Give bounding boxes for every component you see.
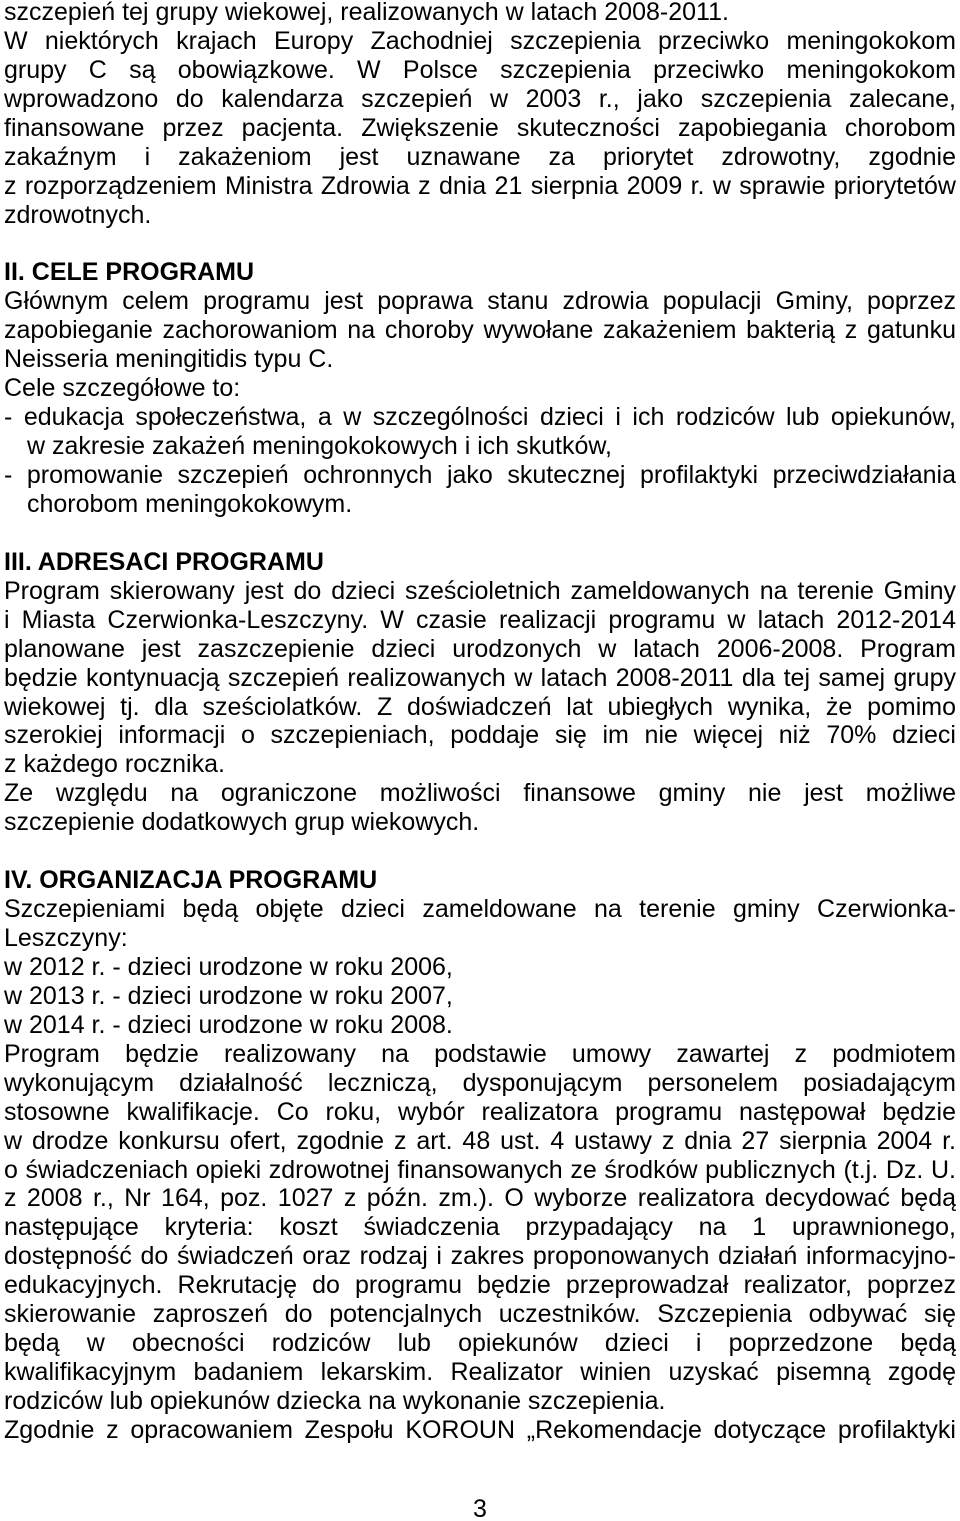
text-line: zakaźnym i zakażeniom jest uznawane za priorytet zdrowotny, zgodnie: [4, 142, 956, 171]
spacer: [4, 519, 956, 548]
text-line: wiekowej tj. dla sześciolatków. Z doświadczeń lat ubiegłych wynika, że pomimo: [4, 692, 956, 721]
text-line: szczepienie dodatkowych grup wiekowych.: [4, 808, 480, 837]
text-line: szczepień tej grupy wiekowej, realizowanych w latach 2008-2011.: [4, 0, 729, 26]
text-line: Ze względu na ograniczone możliwości finansowe gminy nie jest możliwe: [4, 779, 956, 808]
text-line: Szczepieniami będą objęte dzieci zameldowane na terenie gminy Czerwionka-: [4, 895, 956, 924]
schedule-item: w 2012 r. - dzieci urodzone w roku 2006,: [4, 952, 453, 981]
text-line: stosowne kwalifikacje. Co roku, wybór realizatora programu następował będzie: [4, 1097, 956, 1126]
text-line: następujące kryteria: koszt świadczenia przypadający na 1 uprawnionego,: [4, 1213, 956, 1242]
text-line: grupy C są obowiązkowe. W Polsce szczepienia przeciwko meningokokom: [4, 55, 956, 84]
section-recipients: [4, 548, 956, 837]
text-line: z rozporządzeniem Ministra Zdrowia z dnia 21 sierpnia 2009 r. w sprawie priorytetów: [4, 171, 956, 200]
schedule-item: w 2013 r. - dzieci urodzone w roku 2007,: [4, 981, 453, 1010]
text-line: zdrowotnych.: [4, 200, 152, 229]
section-heading-organization: IV. ORGANIZACJA PROGRAMU: [4, 866, 378, 895]
text-line: i Miasta Czerwionka-Leszczyny. W czasie realizacji programu w latach 2012-2014: [4, 605, 956, 634]
text-line: z 2008 r., Nr 164, poz. 1027 z późn. zm.). O wyborze realizatora decydować będą: [4, 1184, 956, 1213]
text-line: Neisseria meningitidis typu C.: [4, 345, 334, 374]
text-line: Zgodnie z opracowaniem Zespołu KOROUN „Rekomendacje dotyczące profilaktyki: [4, 1415, 956, 1444]
text-line: dostępność do świadczeń oraz rodzaj i zakres proponowanych działań informacyjno-: [4, 1242, 956, 1271]
spacer: [4, 837, 956, 866]
intro-paragraph: [4, 0, 956, 230]
section-organization: [4, 866, 956, 1445]
text-line: W niektórych krajach Europy Zachodniej szczepienia przeciwko meningokokom: [4, 26, 956, 55]
text-line: edukacyjnych. Rekrutację do programu będzie przeprowadzał realizator, poprzez: [4, 1271, 956, 1300]
text-line: w drodze konkursu ofert, zgodnie z art. 48 ust. 4 ustawy z dnia 27 sierpnia 2004 r.: [4, 1126, 956, 1155]
section-heading-goals: II. CELE PROGRAMU: [4, 258, 255, 287]
page-number: 3: [473, 1495, 487, 1521]
text-line: planowane jest zaszczepienie dzieci urodzonych w latach 2006-2008. Program: [4, 634, 956, 663]
text-line: z każdego rocznika.: [4, 750, 225, 779]
text-line: Program będzie realizowany na podstawie umowy zawartej z podmiotem: [4, 1039, 956, 1068]
schedule-item: w 2014 r. - dzieci urodzone w roku 2008.: [4, 1010, 453, 1039]
text-line: Głównym celem programu jest poprawa stanu zdrowia populacji Gminy, poprzez: [4, 287, 956, 316]
bullet-item: - edukacja społeczeństwa, a w szczególności dzieci i ich rodziców lub opiekunów,: [4, 403, 956, 432]
bullet-continuation: chorobom meningokokowym.: [27, 489, 353, 518]
text-line: Cele szczegółowe to:: [4, 374, 241, 403]
text-line: skierowanie zaproszeń do potencjalnych uczestników. Szczepienia odbywać się: [4, 1300, 956, 1329]
text-line: będzie kontynuacją szczepień realizowanych w latach 2008-2011 dla tej samej grupy: [4, 663, 956, 692]
section-heading-recipients: III. ADRESACI PROGRAMU: [4, 547, 324, 576]
document-page: [4, 0, 956, 1445]
text-line: o świadczeniach opieki zdrowotnej finansowanych ze środków publicznych (t.j. Dz. U.: [4, 1155, 956, 1184]
bullet-continuation: w zakresie zakażeń meningokokowych i ich skutków,: [27, 432, 612, 461]
text-line: wprowadzono do kalendarza szczepień w 2003 r., jako szczepienia zalecane,: [4, 84, 956, 113]
section-goals: [4, 258, 956, 518]
text-line: Leszczyny:: [4, 924, 128, 952]
spacer: [4, 230, 956, 259]
text-line: kwalifikacyjnym badaniem lekarskim. Realizator winien uzyskać pisemną zgodę: [4, 1358, 956, 1387]
text-line: szerokiej informacji o szczepieniach, poddaje się im nie więcej niż 70% dzieci: [4, 721, 956, 750]
text-line: Program skierowany jest do dzieci sześcioletnich zameldowanych na terenie Gminy: [4, 576, 956, 605]
text-line: wykonującym działalność leczniczą, dysponującym personelem posiadającym: [4, 1068, 956, 1097]
text-line: rodziców lub opiekunów dziecka na wykonanie szczepienia.: [4, 1387, 666, 1415]
bullet-item: - promowanie szczepień ochronnych jako skutecznej profilaktyki przeciwdziałania: [4, 461, 956, 489]
text-line: zapobieganie zachorowaniom na choroby wywołane zakażeniem bakterią z gatunku: [4, 316, 956, 345]
text-line: będą w obecności rodziców lub opiekunów dzieci i poprzedzone będą: [4, 1329, 956, 1358]
text-line: finansowane przez pacjenta. Zwiększenie skuteczności zapobiegania chorobom: [4, 113, 956, 142]
